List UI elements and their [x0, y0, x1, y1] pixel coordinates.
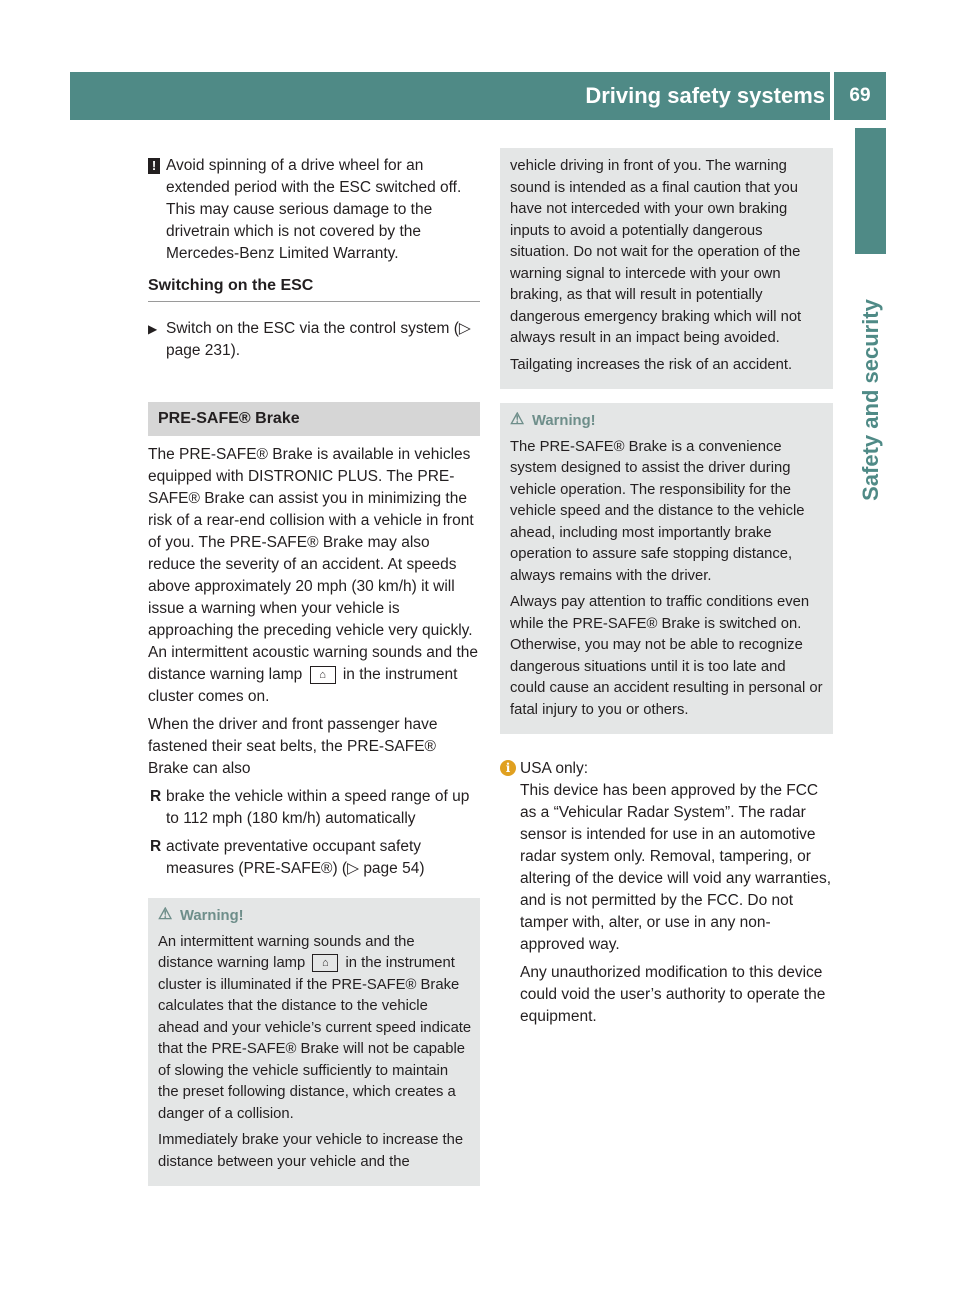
warning-paragraph: Immediately brake your vehicle to increase the distance between your vehicle and the	[158, 1132, 464, 1170]
warning-triangle-icon: ⚠	[158, 906, 173, 923]
list-item-text[interactable]: activate preventative occupant safety measures (PRE-SAFE®) (▷ page 54)	[166, 838, 425, 877]
warning-paragraph: The PRE-SAFE® Brake is a convenience system designed to assist the driver during vehicle operation. The responsibility for the vehicle speed and the distance to the vehicle ahead, including most importantly brake operation to assure safe stopping distance, always remains with the driver.	[510, 438, 805, 584]
paragraph	[148, 444, 480, 708]
warning-text: in the instrument cluster is illuminated if the PRE-SAFE® Brake calculates that the distance to the vehicle ahead and your vehicle’s current speed indicate that the PRE-SAFE® Brake will not be capable of slowing the vehicle sufficiently to maintain the preset following distance, which creates a danger of a collision.	[158, 955, 472, 1122]
paragraph: When the driver and front passenger have fastened their seat belts, the PRE-SAFE® Brake can also	[148, 716, 438, 777]
info-paragraph: Any unauthorized modification to this device could void the user’s authority to operate the equipment.	[520, 964, 826, 1025]
warning-title: Warning!	[180, 908, 244, 924]
paragraph-text: The PRE-SAFE® Brake is available in vehicles equipped with DISTRONIC PLUS. The PRE-SAFE® Brake can assist you in minimizing the risk of a rear-end collision with a vehicle in front of you. The PRE-SAFE® Brake may also reduce the severity of an accident. At speeds above approximately 20 mph (30 km/h) it will issue a warning when your vehicle is approaching the preceding vehicle very quickly. An intermittent acoustic warning sounds and the distance warning lamp	[148, 446, 478, 683]
info-note	[500, 758, 833, 1028]
warning-triangle-icon: ⚠	[510, 411, 525, 428]
page-number: 69	[834, 72, 886, 120]
side-tab	[855, 270, 886, 530]
bullet-icon: R	[150, 838, 162, 855]
info-paragraph: This device has been approved by the FCC as a “Vehicular Radar System”. The radar sensor is intended for use in an automotive radar system only. Removal, tampering, or altering of the device will void any warranties, and is not permitted by the FCC. Do not tamper with, alter, or use in any non-approved way.	[520, 782, 832, 953]
distance-warning-lamp-icon: ⌂	[310, 666, 336, 684]
side-tab-marker	[855, 128, 886, 254]
warning-box-continued	[500, 148, 833, 389]
caution-note	[148, 155, 480, 265]
warning-text: An intermittent warning sounds and the distance warning lamp	[158, 933, 415, 971]
warning-paragraph: Always pay attention to traffic conditions even while the PRE-SAFE® Brake is switched on. Otherwise, you may not be able to recognize dangerous situations until it is too late and could cause an accident resulting in personal or fatal injury to you or others.	[510, 594, 823, 718]
instruction-step	[148, 318, 480, 362]
bullet-icon: R	[150, 788, 162, 805]
side-tab-label: Safety and security	[857, 299, 883, 501]
step-arrow-icon: ▶	[148, 322, 158, 336]
list-item-text: brake the vehicle within a speed range of up to 112 mph (180 km/h) automatically	[166, 788, 470, 827]
warning-box	[148, 898, 480, 1186]
warning-heading	[158, 906, 472, 928]
info-icon: i	[500, 760, 516, 776]
warning-heading	[510, 411, 825, 433]
paragraph-text: in the instrument cluster comes on.	[148, 666, 458, 705]
list-item	[148, 786, 480, 830]
warning-paragraph: Tailgating increases the risk of an accident.	[510, 356, 793, 373]
left-column	[148, 155, 480, 1186]
page-title: Driving safety systems	[585, 83, 825, 108]
list-item	[148, 836, 480, 880]
caution-note-text: Avoid spinning of a drive wheel for an extended period with the ESC switched off. This may cause serious damage to the drivetrain which is not covered by the Mercedes-Benz Limited Warranty.	[166, 157, 462, 262]
warning-paragraph: vehicle driving in front of you. The warning sound is intended as a final caution that you have not interceded with your own braking inputs to avoid a potentially dangerous situation. Do not wait for the operation of the warning signal to intercede with your own braking, as that will result in potentially dangerous emergency braking which will not always result in an impact being avoided.	[510, 158, 802, 346]
section-heading-esc: Switching on the ESC	[148, 275, 480, 302]
warning-box	[500, 403, 833, 734]
warning-paragraph	[158, 932, 472, 1126]
right-column	[500, 148, 833, 1034]
distance-warning-lamp-icon: ⌂	[312, 954, 338, 972]
exclamation-icon: !	[148, 158, 160, 174]
warning-title: Warning!	[532, 413, 596, 429]
info-title: USA only:	[520, 760, 589, 777]
step-text[interactable]: Switch on the ESC via the control system (▷ page 231).	[166, 320, 471, 359]
section-heading-presafe: PRE-SAFE® Brake	[148, 402, 480, 436]
